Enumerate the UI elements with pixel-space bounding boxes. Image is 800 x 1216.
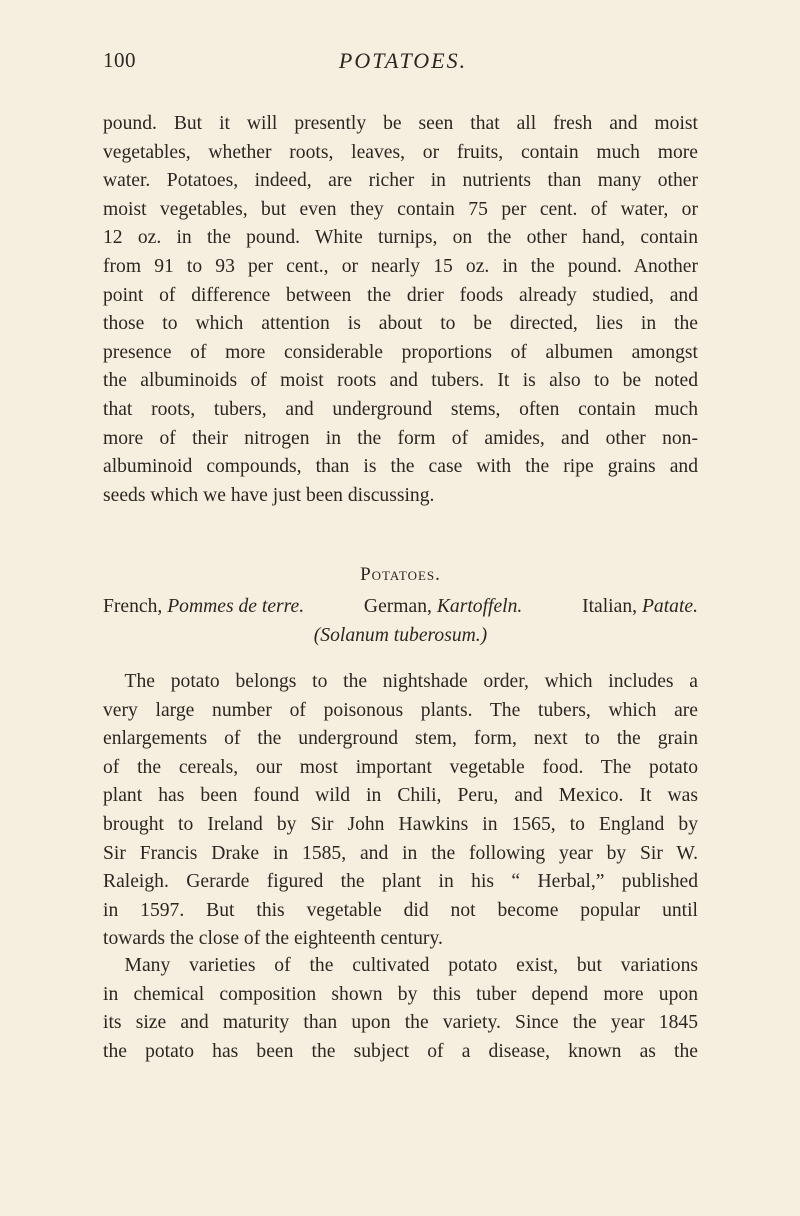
text-line: seeds which we have just been discussing. bbox=[103, 484, 435, 506]
text-line: The potato belongs to the nightshade order, which includes a bbox=[124, 671, 698, 692]
italian-name bbox=[582, 593, 698, 622]
paragraph-continued bbox=[103, 110, 698, 510]
italian-term: Patate. bbox=[641, 596, 698, 617]
page-header bbox=[103, 48, 703, 88]
french-name bbox=[103, 593, 304, 622]
text-line: in 1597. But this vegetable did not become popular until bbox=[103, 899, 698, 921]
text-line: of the cereals, our most important vegetable food. The potato bbox=[103, 756, 698, 778]
text-line: pound. But it will presently be seen that all fresh and moist bbox=[103, 113, 698, 134]
text-line: moist vegetables, but even they contain 75 per cent. of water, or bbox=[103, 198, 698, 220]
german-name bbox=[364, 593, 522, 622]
text-line: water. Potatoes, indeed, are richer in nutrients than many other bbox=[103, 170, 698, 192]
running-title: POTATOES. bbox=[338, 48, 468, 73]
section-heading: Potatoes. bbox=[360, 564, 441, 585]
text-line: more of their nitrogen in the form of amides, and other non- bbox=[103, 427, 698, 449]
text-line: in chemical composition shown by this tuber depend more upon bbox=[103, 983, 698, 1005]
page-number: 100 bbox=[103, 48, 136, 72]
text-line: Sir Francis Drake in 1585, and in the following year by Sir W. bbox=[103, 842, 698, 864]
text-line: point of difference between the drier foods already studied, and bbox=[103, 284, 698, 306]
common-names bbox=[103, 593, 698, 650]
german-term: Kartoffeln. bbox=[436, 596, 523, 617]
text-line: those to which attention is about to be directed, lies in the bbox=[103, 313, 698, 335]
text-line: the potato has been the subject of a disease, known as the bbox=[103, 1040, 698, 1062]
text-line: from 91 to 93 per cent., or nearly 15 oz. in the pound. Another bbox=[103, 255, 698, 277]
text-line: very large number of poisonous plants. The tubers, which are bbox=[103, 699, 698, 721]
german-label: German, bbox=[363, 596, 432, 617]
italian-label: Italian, bbox=[582, 596, 638, 617]
paragraph-varieties bbox=[103, 952, 698, 1066]
latin-name: (Solanum tuberosum.) bbox=[313, 624, 488, 646]
text-line: plant has been found wild in Chili, Peru, and Mexico. It was bbox=[103, 785, 698, 807]
text-line: Raleigh. Gerarde figured the plant in his “ Herbal,” published bbox=[103, 871, 698, 893]
text-line: 12 oz. in the pound. White turnips, on the other hand, contain bbox=[103, 227, 698, 249]
text-line: that roots, tubers, and underground stems, often contain much bbox=[103, 398, 698, 420]
paragraph-history bbox=[103, 668, 698, 954]
french-term: Pommes de terre. bbox=[167, 596, 305, 617]
text-line: towards the close of the eighteenth century. bbox=[103, 928, 443, 950]
common-names-row bbox=[103, 593, 698, 622]
text-line: the albuminoids of moist roots and tubers. It is also to be noted bbox=[103, 370, 698, 392]
text-line: albuminoid compounds, than is the case with the ripe grains and bbox=[103, 456, 698, 478]
text-line: brought to Ireland by Sir John Hawkins in 1565, to England by bbox=[103, 813, 698, 835]
text-line: vegetables, whether roots, leaves, or fruits, contain much more bbox=[103, 141, 698, 163]
text-line: enlargements of the underground stem, form, next to the grain bbox=[103, 728, 698, 750]
text-line: its size and maturity than upon the variety. Since the year 1845 bbox=[103, 1012, 698, 1034]
text-line: Many varieties of the cultivated potato exist, but variations bbox=[124, 955, 698, 976]
text-line: presence of more considerable proportions of albumen amongst bbox=[103, 341, 698, 363]
french-label: French, bbox=[103, 596, 163, 617]
